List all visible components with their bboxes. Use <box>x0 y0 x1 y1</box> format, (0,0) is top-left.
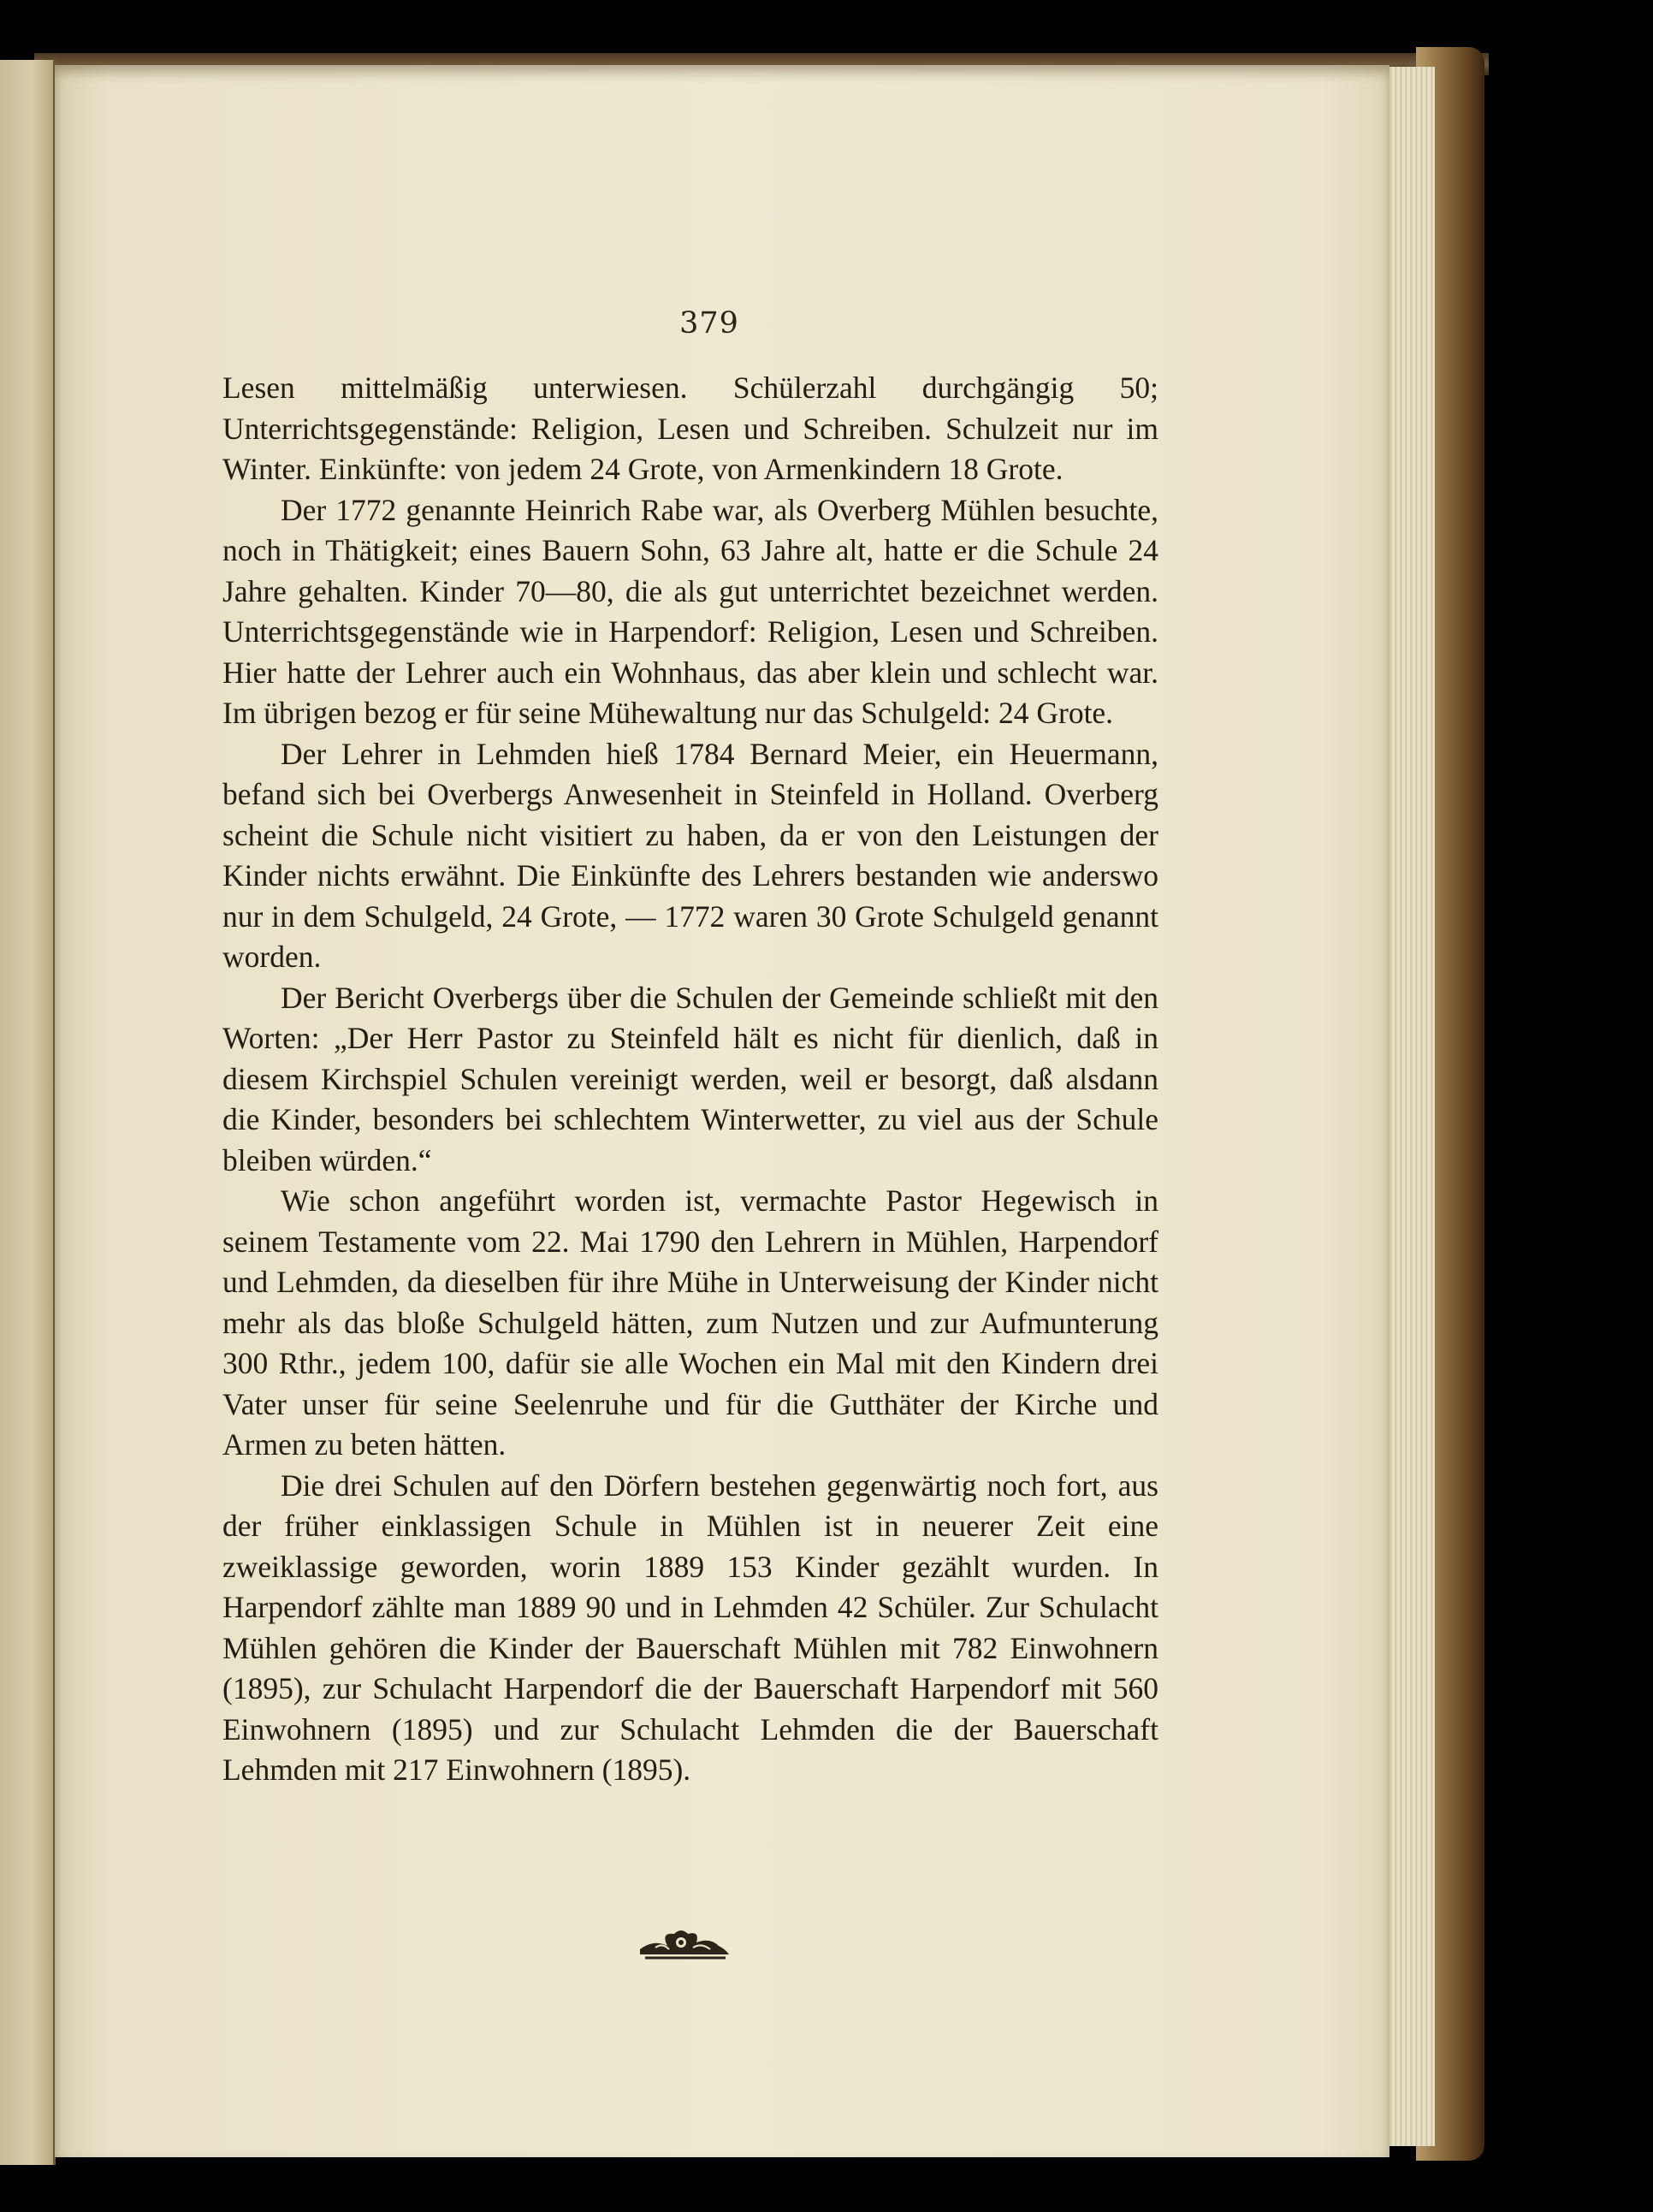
page <box>55 65 1389 2157</box>
page-edges <box>1382 67 1435 2146</box>
paragraph: Die drei Schulen auf den Dörfern bestehen gegenwärtig noch fort, aus der früher einklassigen Schule in Mühlen ist in neuerer Zeit eine zweiklassige geworden, worin 1889 153 Kinder gezählt wurden. In Harpendorf zählte man 1889 90 und in Lehmden 42 Schüler. Zur Schulacht Mühlen gehören die Kinder der Bauerschaft Mühlen mit 782 Einwohnern (1895), zur Schulacht Harpendorf die der Bauerschaft Harpendorf mit 560 Einwohnern (1895) und zur Schulacht Lehmden die der Bauerschaft Lehmden mit 217 Einwohnern (1895). <box>222 1468 1158 1787</box>
left-page-edge <box>0 60 56 2165</box>
paragraph: Wie schon angeführt worden ist, vermachte Pastor Hegewisch in seinem Testamente vom 22. Mai 1790 den Lehrern in Mühlen, Harpendorf und Lehmden, da dieselben für ihre Mühe in Unterweisung der Kinder nicht mehr als das bloße Schulgeld hätten, zum Nutzen und zur Aufmunterung 300 Rthr., jedem 100, dafür sie alle Wochen ein Mal mit den Kindern drei Vater unser für seine Seelenruhe und für die Gutthäter der Kirche und Armen zu beten hätten. <box>222 1183 1158 1462</box>
page-number: 379 <box>679 306 739 341</box>
paragraph: Der 1772 genannte Heinrich Rabe war, als Overberg Mühlen besuchte, noch in Thätigkeit; eines Bauern Sohn, 63 Jahre alt, hatte er die Schule 24 Jahre gehalten. Kinder 70—80, die als gut unterrichtet bezeichnet werden. Unterrichtsgegenstände wie in Harpendorf: Religion, Lesen und Schreiben. Hier hatte der Lehrer auch ein Wohnhaus, das aber klein und schlecht war. Im übrigen bezog er für seine Mühewaltung nur das Schulgeld: 24 Grote. <box>222 492 1158 730</box>
paragraph: Der Lehrer in Lehmden hieß 1784 Bernard Meier, ein Heuermann, befand sich bei Overbergs Anwesenheit in Steinfeld in Holland. Overberg scheint die Schule nicht visitiert zu haben, da er von den Leistungen der Kinder nichts erwähnt. Die Einkünfte des Lehrers bestanden wie anderswo nur in dem Schulgeld, 24 Grote, — 1772 waren 30 Grote Schulgeld genannt worden. <box>222 736 1158 974</box>
paragraph: Lesen mittelmäßig unterwiesen. Schülerzahl durchgängig 50; Unterrichtsgegenstände: Religion, Lesen und Schreiben. Schulzeit nur im Winter. Einkünfte: von jedem 24 Grote, von Armenkindern 18 Grote. <box>222 371 1158 486</box>
text-block <box>222 368 1158 1791</box>
floral-ornament-icon <box>637 1924 731 1961</box>
paragraph: Der Bericht Overbergs über die Schulen der Gemeinde schließt mit den Worten: „Der Herr Pastor zu Steinfeld hält es nicht für dienlich, daß in diesem Kirchspiel Schulen vereinigt werden, weil er besorgt, daß alsdann die Kinder, besonders bei schlechtem Winterwetter, zu viel aus der Schule bleiben würden.“ <box>222 980 1158 1177</box>
